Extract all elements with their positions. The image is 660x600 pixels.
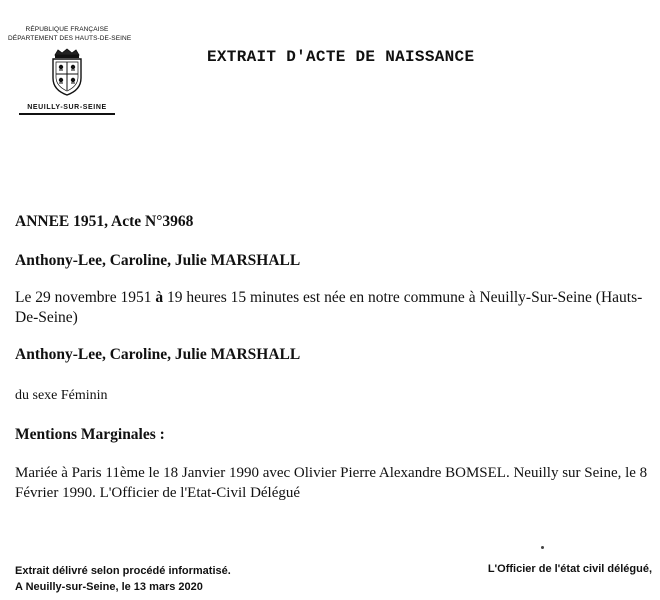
issuer-block <box>8 25 132 115</box>
town-name: NEUILLY-SUR-SEINE <box>27 104 107 111</box>
officer-signature-label: L'Officier de l'état civil délégué, <box>487 563 652 575</box>
birth-statement-a: à <box>155 289 164 306</box>
coat-of-arms-icon <box>49 48 85 96</box>
delivery-place-date: A Neuilly-sur-Seine, le 13 mars 2020 <box>15 581 203 593</box>
year-act-line: ANNEE 1951, Acte N°3968 <box>15 213 194 230</box>
republic-label: RÉPUBLIQUE FRANÇAISE <box>25 26 109 33</box>
town-underline <box>19 113 115 115</box>
department-label: DÉPARTEMENT DES HAUTS-DE-SEINE <box>8 35 132 42</box>
delivery-note: Extrait délivré selon procédé informatisé. <box>15 565 231 577</box>
delivery-block <box>15 563 231 595</box>
document-title: EXTRAIT D'ACTE DE NAISSANCE <box>207 48 475 66</box>
ink-speck <box>541 546 544 549</box>
mentions-title: Mentions Marginales : <box>15 426 165 443</box>
birth-statement-end: 19 heures 15 minutes est née en notre commune à Neuilly-Sur-Seine (Hauts-De-Seine) <box>15 289 643 326</box>
person-name: Anthony-Lee, Caroline, Julie MARSHALL <box>15 252 301 269</box>
birth-statement <box>15 288 655 328</box>
person-name-repeat: Anthony-Lee, Caroline, Julie MARSHALL <box>15 346 301 363</box>
mentions-text: Mariée à Paris 11ème le 18 Janvier 1990 avec Olivier Pierre Alexandre BOMSEL. Neuilly sur Seine, le 8 Février 1990. L'Officier de l'Etat-Civil Délégué <box>15 465 648 501</box>
birth-statement-start: Le 29 novembre 1951 <box>15 289 156 306</box>
sex-line: du sexe Féminin <box>15 388 108 403</box>
